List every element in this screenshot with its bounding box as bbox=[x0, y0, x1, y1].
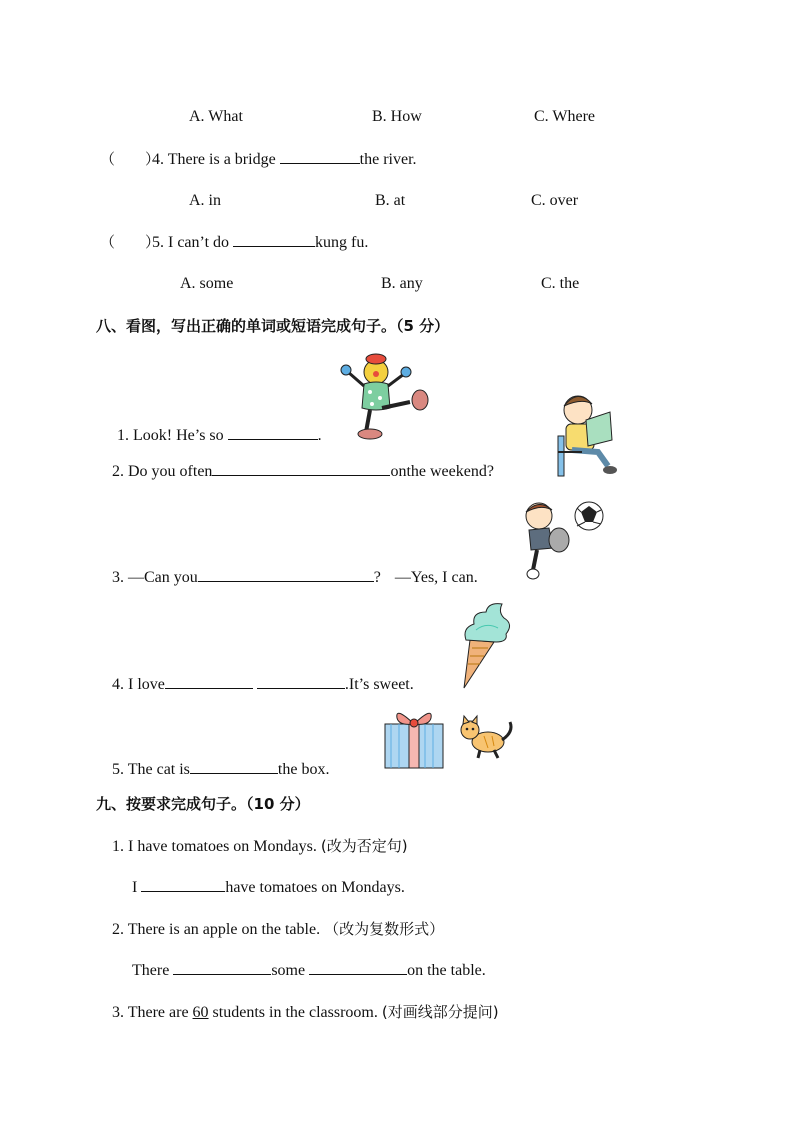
s9-answer-2-blank-b[interactable] bbox=[309, 960, 407, 975]
q4-option-b: B. at bbox=[375, 192, 406, 209]
s9-answer-2-end: on the table. bbox=[407, 962, 486, 979]
ice-cream-picture bbox=[458, 600, 516, 690]
question-5-text-end: kung fu. bbox=[315, 234, 369, 251]
answer-bracket[interactable]: （ ） bbox=[100, 150, 161, 168]
s8-item-3-end: ? bbox=[373, 569, 381, 586]
section-8-heading: 八、看图，写出正确的单词或短语完成句子。（5 分） bbox=[96, 317, 450, 335]
boy-football-picture bbox=[515, 498, 607, 582]
question-4-blank[interactable] bbox=[280, 149, 360, 164]
s8-item-4-text: 4. I love bbox=[112, 676, 165, 693]
s8-item-4 bbox=[112, 674, 414, 695]
answer-bracket[interactable]: （ ） bbox=[100, 233, 161, 251]
s9-sentence-1-text: 1. I have tomatoes on Mondays. bbox=[112, 838, 321, 855]
s9-sentence-3-underlined: 60 bbox=[192, 1004, 209, 1021]
q3-option-c: C. Where bbox=[534, 108, 596, 125]
s9-answer-1 bbox=[132, 877, 405, 898]
s8-item-2-text: 2. Do you often bbox=[112, 463, 213, 480]
s9-answer-2-text: There bbox=[132, 962, 174, 979]
s8-item-5-blank[interactable] bbox=[190, 759, 278, 774]
s9-sentence-3-text-end: students in the classroom. bbox=[208, 1004, 382, 1021]
q5-option-b: B. any bbox=[381, 275, 423, 292]
q3-option-a: A. What bbox=[189, 108, 243, 125]
s8-item-1-text: 1. Look! He’s so bbox=[117, 427, 228, 444]
cat-picture bbox=[458, 714, 518, 760]
gift-box-picture bbox=[381, 704, 447, 772]
boy-reading-picture bbox=[552, 390, 620, 482]
s8-item-3 bbox=[112, 567, 478, 588]
s8-item-3-text: 3. —Can you bbox=[112, 569, 198, 586]
s9-sentence-1-instruction: (改为否定句) bbox=[320, 837, 408, 855]
s8-item-2-blank-a[interactable] bbox=[212, 461, 301, 476]
s8-item-5-end: the box. bbox=[277, 761, 330, 778]
s8-item-2 bbox=[112, 461, 494, 482]
q4-option-c: C. over bbox=[531, 192, 579, 209]
s9-answer-2 bbox=[132, 960, 486, 981]
s9-answer-1-text: I bbox=[132, 879, 142, 896]
s8-item-1-end: . bbox=[317, 427, 322, 444]
q5-option-c: C. the bbox=[541, 275, 580, 292]
s9-answer-2-mid: some bbox=[271, 962, 310, 979]
question-4-text: 4. There is a bridge bbox=[152, 151, 280, 168]
q4-option-a: A. in bbox=[189, 192, 221, 209]
s9-sentence-2-instruction: （改为复数形式） bbox=[324, 920, 445, 938]
s8-item-3-blank[interactable] bbox=[198, 567, 374, 582]
s8-item-1 bbox=[117, 425, 322, 446]
s9-answer-1-end: have tomatoes on Mondays. bbox=[225, 879, 405, 896]
s9-sentence-3-instruction: (对画线部分提问) bbox=[381, 1003, 499, 1021]
s9-answer-2-blank-a[interactable] bbox=[173, 960, 271, 975]
q5-option-a: A. some bbox=[180, 275, 234, 292]
s9-sentence-3 bbox=[112, 1002, 499, 1023]
question-4-text-end: the river. bbox=[359, 151, 417, 168]
question-5-text: 5. I can’t do bbox=[152, 234, 234, 251]
s9-answer-1-blank[interactable] bbox=[141, 877, 225, 892]
s8-item-4-blank-a[interactable] bbox=[165, 674, 253, 689]
s8-item-5-text: 5. The cat is bbox=[112, 761, 190, 778]
question-5-blank[interactable] bbox=[233, 232, 315, 247]
s8-item-3-answer: —Yes, I can. bbox=[394, 569, 478, 586]
q3-option-b: B. How bbox=[372, 108, 422, 125]
s9-sentence-2-text: 2. There is an apple on the table. bbox=[112, 921, 325, 938]
s8-item-5 bbox=[112, 759, 329, 780]
s9-sentence-1 bbox=[112, 836, 408, 857]
s9-sentence-2 bbox=[112, 919, 444, 940]
question-4 bbox=[100, 149, 417, 170]
s8-item-2-end: onthe weekend? bbox=[390, 463, 494, 480]
s8-item-4-blank-b[interactable] bbox=[257, 674, 345, 689]
s8-item-1-blank[interactable] bbox=[228, 425, 318, 440]
s9-sentence-3-text: 3. There are bbox=[112, 1004, 193, 1021]
s8-item-4-end: .It’s sweet. bbox=[344, 676, 414, 693]
s8-item-2-blank-b[interactable] bbox=[301, 461, 390, 476]
question-5 bbox=[100, 232, 368, 253]
section-9-heading: 九、按要求完成句子。（10 分） bbox=[96, 795, 310, 813]
clown-picture bbox=[340, 350, 432, 442]
